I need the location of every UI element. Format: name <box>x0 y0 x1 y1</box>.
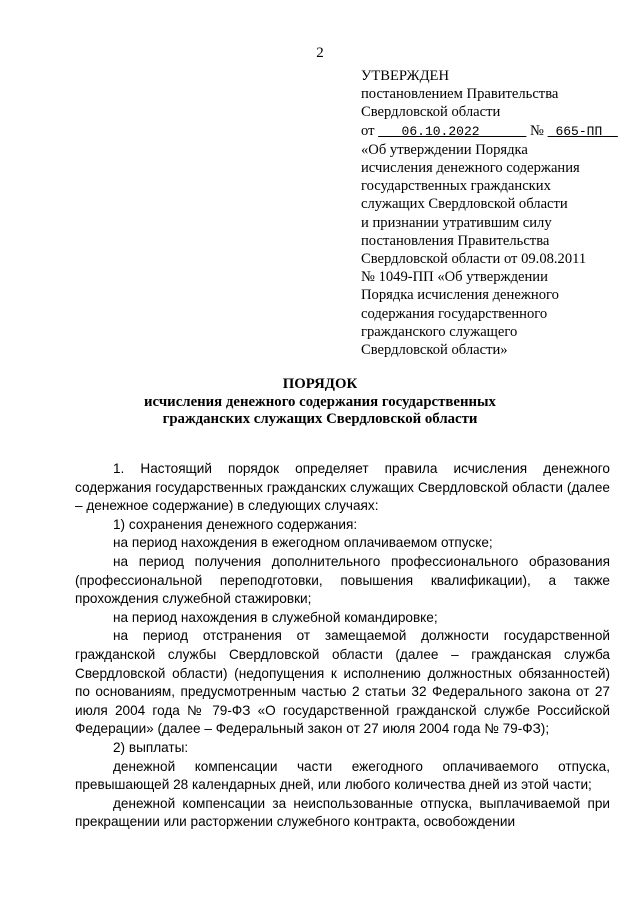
document-title <box>0 376 640 429</box>
approval-line: постановления Правительства <box>361 232 550 249</box>
paragraph: 2) выплаты: <box>113 739 189 755</box>
approval-line: исчисления денежного содержания <box>361 160 580 177</box>
paragraph: денежной компенсации за неиспользованные отпуска, выплачиваемой при прекращении или расторжении служебного контракта, освобождении <box>75 795 610 830</box>
number-prefix: № <box>530 122 544 139</box>
document-body <box>75 460 610 832</box>
paragraph: денежной компенсации части ежегодного оплачиваемого отпуска, превышающей 28 календарных дней, или любого количества дней из этой части; <box>75 758 610 793</box>
document-title-subtitle: гражданских служащих Свердловской области <box>162 411 478 427</box>
approval-date-line <box>361 122 623 141</box>
approval-line: постановлением Правительства <box>361 86 559 103</box>
document-title-heading: ПОРЯДОК <box>282 376 358 392</box>
approval-line: «Об утверждении Порядка <box>361 141 528 158</box>
date-prefix: от <box>361 122 375 139</box>
approval-line: и признании утратившим силу <box>361 214 552 231</box>
approval-line: содержания государственного <box>361 305 548 322</box>
paragraph: на период отстранения от замещаемой должности государственной гражданской службы Свердловской области (далее – гражданская служба Свердловской области) (недопущения к исполнению должностных обязанностей) по основаниям, предусмотренным частью 2 статьи 32 Федерального закона от 27 июля 2004 года № 79-ФЗ «О государственной гражданской службе Российской Федерации» (далее – Федеральный закон от 27 июля 2004 года № 79-ФЗ); <box>75 628 610 737</box>
approval-date: 06.10.2022 <box>401 123 480 139</box>
paragraph: на период получения дополнительного профессионального образования (профессиональной переподготовки, повышения квалификации), а также прохождения служебной стажировки; <box>75 553 610 607</box>
page-number: 2 <box>316 45 324 61</box>
approval-line: Свердловской области от 09.08.2011 <box>361 251 587 268</box>
document-title-subtitle: исчисления денежного содержания государственных <box>144 393 496 410</box>
approval-line: Свердловской области <box>361 104 501 121</box>
approval-line: № 1049-ПП «Об утверждении <box>361 269 548 286</box>
paragraph: 1) сохранения денежного содержания: <box>113 516 358 532</box>
approval-number: 665-ПП <box>555 123 603 139</box>
paragraph: 1. Настоящий порядок определяет правила исчисления денежного содержания государственных гражданских служащих Свердловской области (далее – денежное содержание) в следующих случаях: <box>75 461 610 514</box>
approval-line: Свердловской области» <box>361 342 508 359</box>
paragraph: на период нахождения в служебной командировке; <box>113 609 438 625</box>
approval-heading: УТВЕРЖДЕН <box>361 68 449 84</box>
approval-stamp-block <box>361 67 623 359</box>
approval-line: государственных гражданских <box>361 178 551 195</box>
approval-line: Порядка исчисления денежного <box>361 287 559 304</box>
paragraph: на период нахождения в ежегодном оплачиваемом отпуске; <box>113 535 493 551</box>
approval-line: служащих Свердловской области <box>361 196 568 213</box>
approval-line: гражданского служащего <box>361 323 518 340</box>
